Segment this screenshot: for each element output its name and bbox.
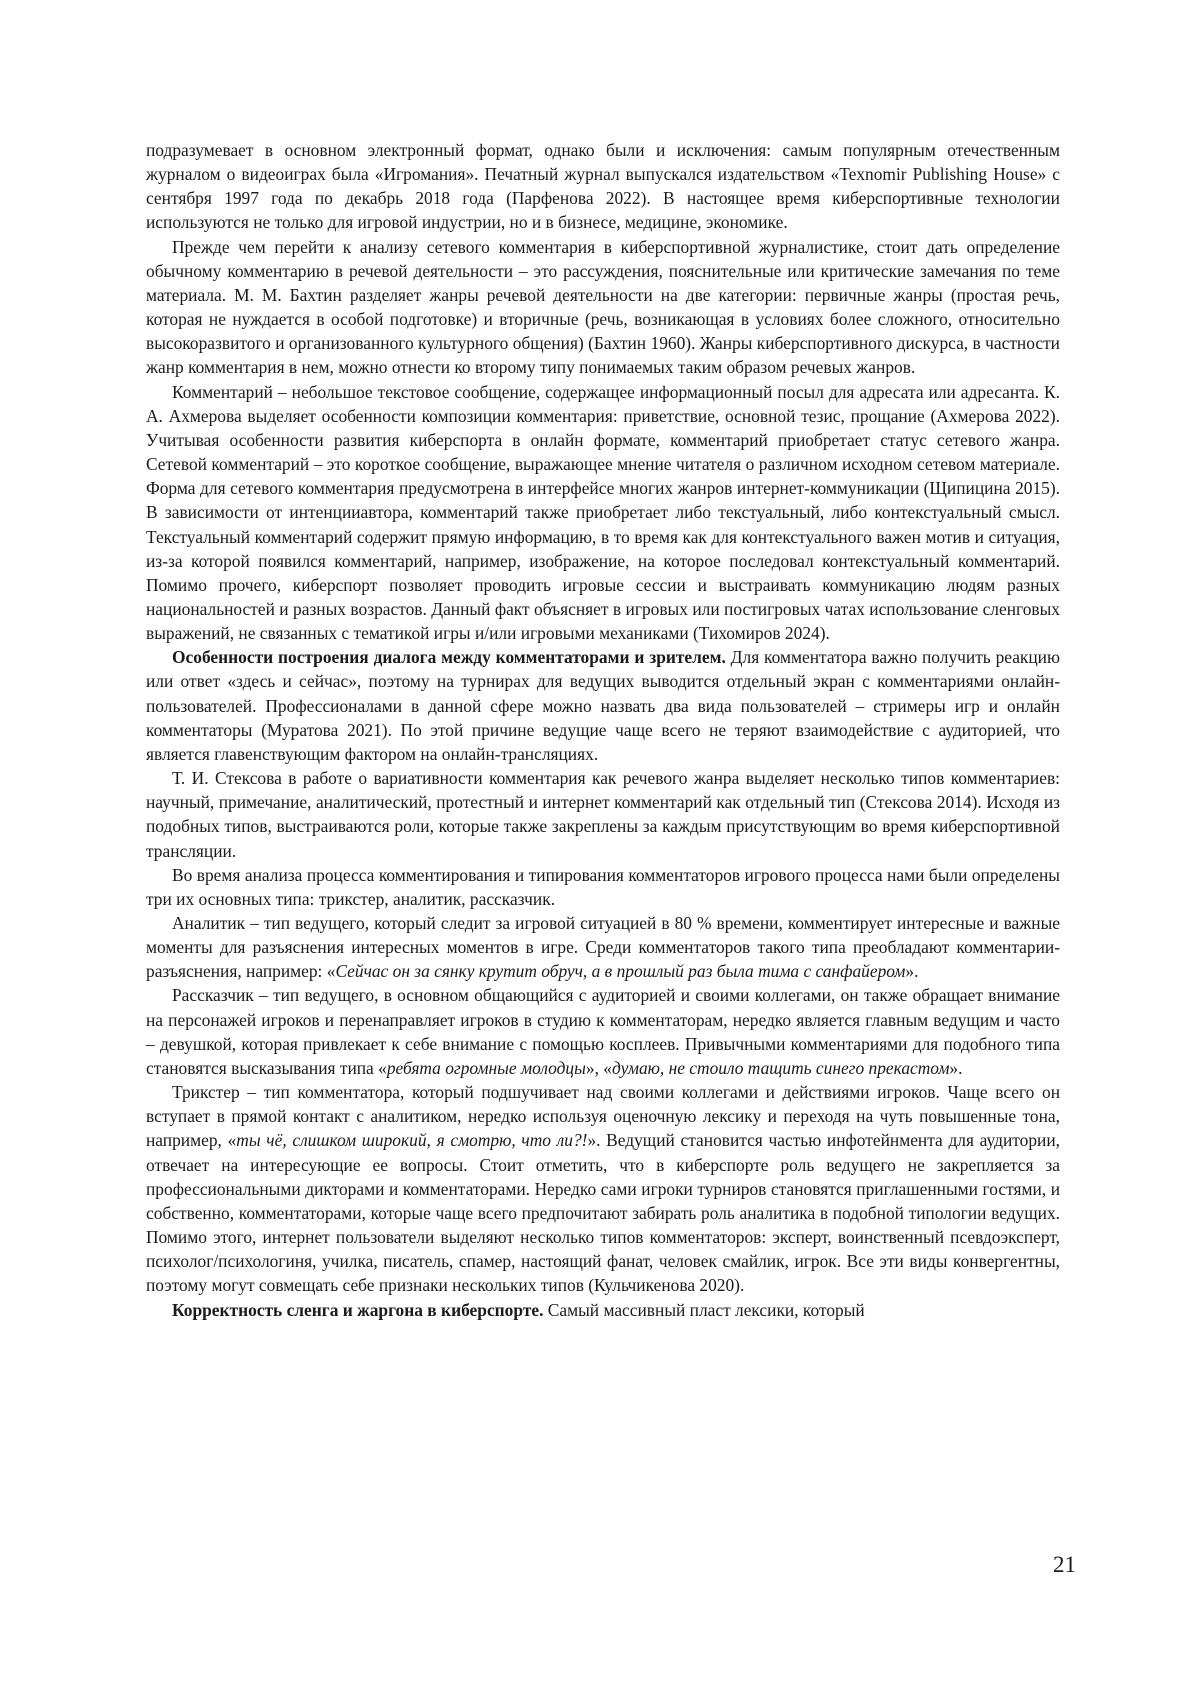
paragraph-text-tail: ». <box>949 1057 963 1078</box>
paragraph <box>146 380 1060 646</box>
paragraph-text-middle: », « <box>585 1057 612 1078</box>
paragraph <box>146 1080 1060 1297</box>
paragraph-text: Для комментатора важно получить реакцию или ответ «здесь и сейчас», поэтому на турнирах для ведущих выводится отдельный экран с комментариями онлайн-пользователей. Профессионалами в данной сфере можно назвать два вида пользователей – стримеры игр и онлайн комментаторы (Муратова 2021). По этой причине ведущие чаще всего не теряют взаимодействие с аудиторией, что является главенствующим фактором на онлайн-трансляциях. <box>146 647 1060 764</box>
paragraph <box>146 235 1060 380</box>
paragraph-text: Т. И. Стексова в работе о вариативности комментария как речевого жанра выделяет несколько типов комментариев: научный, примечание, аналитический, протестный и интернет комментарий как отдельный тип (Стексова 2014). Исходя из подобных типов, выстраиваются роли, которые также закреплены за каждым присутствующим во время киберспортивной трансляции. <box>146 768 1060 861</box>
body-text <box>146 138 1060 1322</box>
paragraph <box>146 138 1060 235</box>
quote-italic: думаю, не стоило тащить синего прекастом <box>612 1057 950 1078</box>
quote-italic: ребята огромные молодцы <box>386 1057 586 1078</box>
paragraph-text: Прежде чем перейти к анализу сетевого комментария в киберспортивной журналистике, стоит дать определение обычному комментарию в речевой деятельности – это рассуждения, пояснительные или критические замечания по теме материала. М. М. Бахтин разделяет жанры речевой деятельности на две категории: первичные жанры (простая речь, которая не нуждается в особой подготовке) и вторичные (речь, возникающая в условиях более сложного, относительно высокоразвитого и организованного культурного общения) (Бахтин 1960). Жанры киберспортивного дискурса, в частности жанр комментария в нем, можно отнести ко второму типу понимаемых таким образом речевых жанров. <box>146 236 1060 378</box>
paragraph-text: Трикстер – тип комментатора, который подшучивает над своими коллегами и действиями игроков. Чаще всего он вступает в прямой контакт с аналитиком, нередко используя оценочную лексику и переходя на чуть повышенные тона, например, « <box>146 1082 1060 1151</box>
section-heading-slang: Корректность сленга и жаргона в киберспорте. <box>172 1299 544 1320</box>
paragraph-text: Во время анализа процесса комментирования и типирования комментаторов игрового процесса нами были определены три их основных типа: трикстер, аналитик, рассказчик. <box>146 864 1060 909</box>
paragraph-text-tail: ». Ведущий становится частью инфотейнмента для аудитории, отвечает на интересующие ее вопросы. Стоит отметить, что в киберспорте роль ведущего не закрепляется за профессиональными дикторами и комментаторами. Нередко сами игроки турниров становятся приглашенными гостями, и собственно, комментаторами, которые чаще всего предпочитают забирать роль аналитика в подобной типологии ведущих. Помимо этого, интернет пользователи выделяют несколько типов комментаторов: эксперт, воинственный псевдоэксперт, психолог/психологиня, училка, писатель, спамер, настоящий фанат, человек смайлик, игрок. Все эти виды конвергентны, поэтому могут совмещать себе признаки нескольких типов (Кульчикенова 2020). <box>146 1130 1060 1296</box>
paragraph <box>146 983 1060 1080</box>
paragraph-text-tail: ». <box>905 961 919 982</box>
section-heading-dialogue: Особенности построения диалога между комментаторами и зрителем. <box>172 647 726 668</box>
paragraph-text: Комментарий – небольшое текстовое сообщение, содержащее информационный посыл для адресата или адресанта. К. А. Ахмерова выделяет особенности композиции комментария: приветствие, основной тезис, прощание (Ахмерова 2022). Учитывая особенности развития киберспорта в онлайн формате, комментарий приобретает статус сетевого жанра. Сетевой комментарий – это короткое сообщение, выражающее мнение читателя о различном исходном сетевом материале. Форма для сетевого комментария предусмотрена в интерфейсе многих жанров интернет-коммуникации (Щипицина 2015). В зависимости от интенцииавтора, комментарий также приобретает либо текстуальный, либо контекстуальный смысл. Текстуальный комментарий содержит прямую информацию, в то время как для контекстуального важен мотив и ситуация, из-за которой появился комментарий, например, изображение, на которое последовал контекстуальный комментарий. Помимо прочего, киберспорт позволяет проводить игровые сессии и выстраивать коммуникацию людям разных национальностей и разных возрастов. Данный факт объясняет в игровых или постигровых чатах использование сленговых выражений, не связанных с тематикой игры и/или игровыми механиками (Тихомиров 2024). <box>146 381 1060 644</box>
quote-italic: Сейчас он за сянку крутит обруч, а в прошлый раз была тима с санфайером <box>335 961 906 982</box>
paragraph-text: Самый массивный пласт лексики, который <box>543 1299 865 1320</box>
paragraph <box>146 863 1060 911</box>
paragraph <box>146 1298 1060 1322</box>
paragraph-text: подразумевает в основном электронный формат, однако были и исключения: самым популярным отечественным журналом о видеоиграх была «Игромания». Печатный журнал выпускался издательством «Texnomir Publishing House» с сентября 1997 года по декабрь 2018 года (Парфенова 2022). В настоящее время киберспортивные технологии используются не только для игровой индустрии, но и в бизнесе, медицине, экономике. <box>146 140 1060 233</box>
quote-italic: ты чё, слишком широкий, я смотрю, что ли?! <box>236 1130 588 1151</box>
paragraph <box>146 766 1060 863</box>
paragraph <box>146 911 1060 983</box>
paragraph-text: Аналитик – тип ведущего, который следит за игровой ситуацией в 80 % времени, комментирует интересные и важные моменты для разъяснения интересных моментов в игре. Среди комментаторов такого типа преобладают комментарии-разъяснения, например: « <box>146 913 1060 982</box>
paragraph-text: Рассказчик – тип ведущего, в основном общающийся с аудиторией и своими коллегами, он также обращает внимание на персонажей игроков и перенаправляет игроков в студию к комментаторам, нередко является главным ведущим и часто – девушкой, которая привлекает к себе внимание с помощью косплеев. Привычными комментариями для подобного типа становятся высказывания типа « <box>146 985 1060 1078</box>
paragraph <box>146 645 1060 766</box>
page-number: 21 <box>1053 1552 1076 1577</box>
